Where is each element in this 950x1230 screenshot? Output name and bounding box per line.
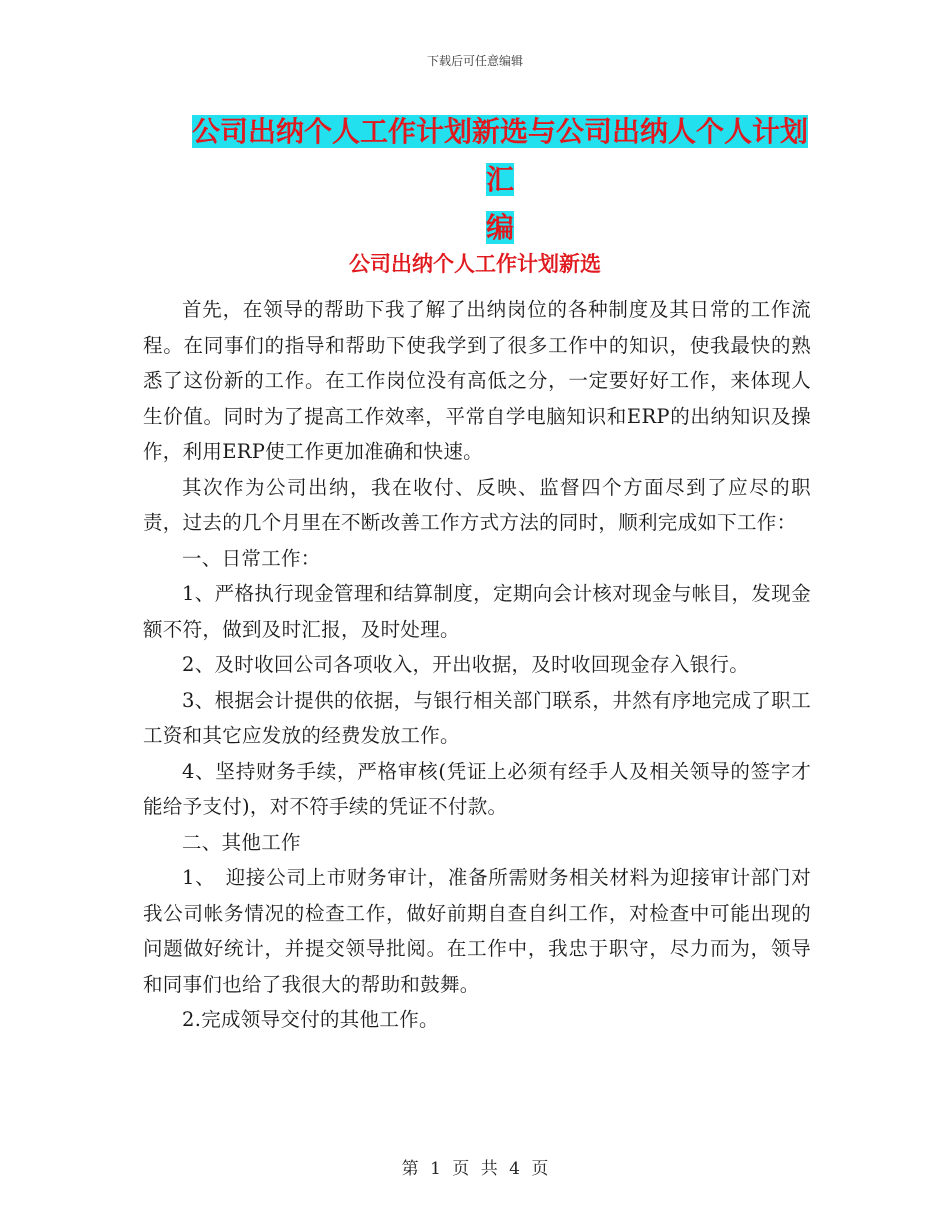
page-footer: 第 1 页 共 4 页 <box>401 1159 549 1179</box>
heading-other-work: 二、其他工作 <box>182 830 301 854</box>
document-title <box>190 108 810 252</box>
list-item-other-1: 1、 迎接公司上市财务审计，准备所需财务相关材料为迎接审计部门对我公司帐务情况的检查工作，做好前期自查自纠工作，对检查中可能出现的问题做好统计，并提交领导批阅。在工作中，我忠于职守，尽力而为，领导和同事们也给了我很大的帮助和鼓舞。 <box>143 866 811 996</box>
paragraph-intro: 首先，在领导的帮助下我了解了出纳岗位的各种制度及其日常的工作流程。在同事们的指导和帮助下使我学到了很多工作中的知识，使我最快的熟悉了这份新的工作。在工作岗位没有高低之分，一定要好好工作，来体现人生价值。同时为了提高工作效率，平常自学电脑知识和ERP的出纳知识及操作，利用ERP使工作更加准确和快速。 <box>143 298 811 463</box>
heading-daily-work: 一、日常工作： <box>182 546 321 570</box>
document-title-line-2: 编 <box>485 211 514 244</box>
list-item-other-2: 2.完成领导交付的其他工作。 <box>182 1008 439 1031</box>
list-item-1: 1、严格执行现金管理和结算制度，定期向会计核对现金与帐目，发现金额不符，做到及时汇报，及时处理。 <box>143 582 811 641</box>
document-body <box>143 292 811 1038</box>
list-item-4: 4、坚持财务手续，严格审核(凭证上必须有经手人及相关领导的签字才能给予支付)，对不符手续的凭证不付款。 <box>143 759 811 818</box>
paragraph-duties: 其次作为公司出纳，我在收付、反映、监督四个方面尽到了应尽的职责，过去的几个月里在不断改善工作方式方法的同时，顺利完成如下工作： <box>143 475 811 534</box>
document-title-line-1: 公司出纳个人工作计划新选与公司出纳人个人计划汇 <box>191 115 808 196</box>
list-item-3: 3、根据会计提供的依据，与银行相关部门联系，井然有序地完成了职工工资和其它应发放的经费发放工作。 <box>143 688 811 747</box>
header-note: 下载后可任意编辑 <box>426 54 523 68</box>
section-title: 公司出纳个人工作计划新选 <box>349 252 601 276</box>
list-item-2: 2、及时收回公司各项收入，开出收据，及时收回现金存入银行。 <box>182 653 750 676</box>
